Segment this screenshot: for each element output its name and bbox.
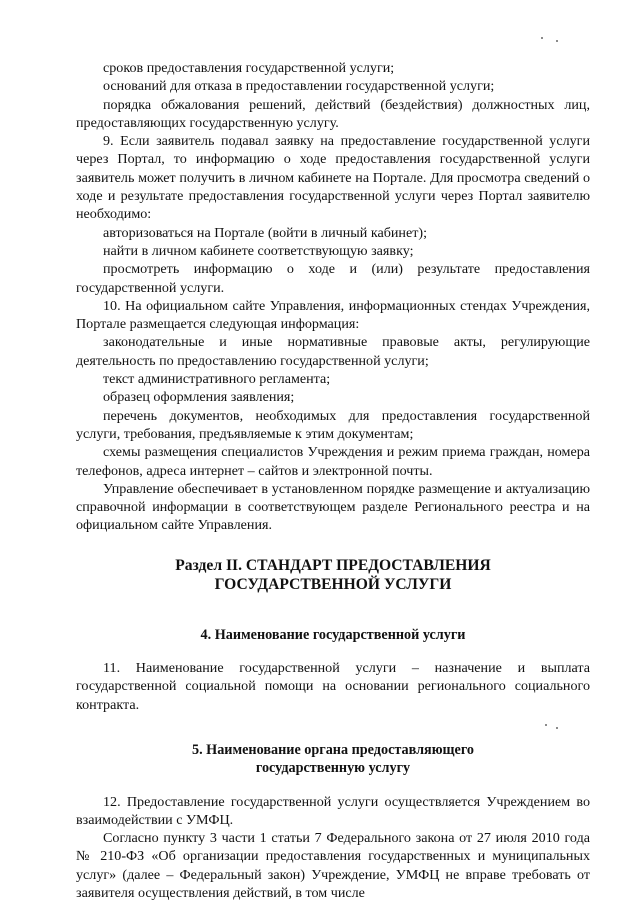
subsection-heading-line: государственную услугу: [255, 760, 411, 777]
scan-speck: [541, 37, 543, 39]
section-heading-line: ГОСУДАРСТВЕННОЙ УСЛУГИ: [214, 575, 452, 593]
paragraph: 10. На официальном сайте Управления, информационных стендах Учреждения, Портале размещается следующая информация:: [76, 297, 590, 333]
paragraph: 12. Предоставление государственной услуги осуществляется Учреждением во взаимодействии с УМФЦ.: [76, 793, 590, 828]
paragraph: законодательные и иные нормативные правовые акты, регулирующие деятельность по предоставлению государственной услуги;: [76, 334, 590, 369]
paragraph: образец оформления заявления;: [103, 389, 295, 406]
paragraph: 11. Наименование государственной услуги – назначение и выплата государственной социальной помощи на основании регионального социального контракта.: [76, 660, 590, 713]
paragraph: Управление обеспечивает в установленном порядке размещение и актуализацию справочной информации в соответствующем разделе Регионального реестра и на официальном сайте Управления.: [76, 480, 590, 534]
section-heading-line: Раздел II. СТАНДАРТ ПРЕДОСТАВЛЕНИЯ: [175, 556, 491, 574]
scan-speck: [556, 40, 558, 42]
document-page: [76, 59, 590, 902]
paragraph: оснований для отказа в предоставлении государственной услуги;: [103, 78, 495, 95]
paragraph: авторизоваться на Портале (войти в личный кабинет);: [103, 224, 427, 241]
subsection-heading: [76, 741, 590, 778]
paragraph: Согласно пункту 3 части 1 статьи 7 Федерального закона от 27 июля 2010 года № 210-ФЗ «Об организации предоставления государственных и муниципальных услуг» (далее – Федеральный закон) Учреждение, УМФЦ не вправе требовать от заявителя осуществления действий, в том числе: [76, 830, 590, 901]
paragraph: схемы размещения специалистов Учреждения и режим приема граждан, номера телефонов, адреса интернет – сайтов и электронной почты.: [76, 444, 590, 479]
paragraph: найти в личном кабинете соответствующую заявку;: [103, 242, 414, 259]
subsection-heading: 4. Наименование государственной услуги: [200, 626, 466, 643]
section-heading: [76, 556, 590, 594]
paragraph: просмотреть информацию о ходе и (или) результате предоставления государственной услуги.: [76, 261, 590, 296]
paragraph: 9. Если заявитель подавал заявку на предоставление государственной услуги через Портал, то информацию о ходе предоставления государственной услуги заявитель может получить в личном кабинете на Портале. Для просмотра сведений о ходе и результате предоставления государственной услуги через Портал заявителю необходимо:: [76, 133, 590, 223]
paragraph: порядка обжалования решений, действий (бездействия) должностных лиц, предоставляющих государственную услугу.: [76, 96, 590, 131]
paragraph: сроков предоставления государственной услуги;: [103, 60, 395, 76]
paragraph: текст административного регламента;: [103, 371, 331, 388]
subsection-heading-line: 5. Наименование органа предоставляющего: [191, 741, 475, 758]
paragraph: перечень документов, необходимых для предоставления государственной услуги, требования, предъявляемые к этим документам;: [76, 407, 590, 442]
